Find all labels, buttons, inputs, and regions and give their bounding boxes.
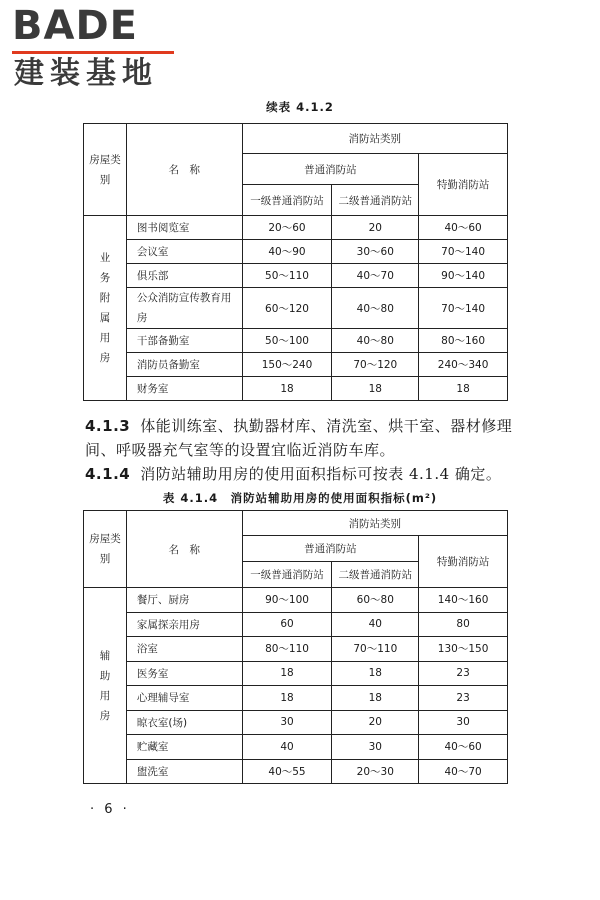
paragraph-4-1-3 [85, 414, 515, 462]
cell-level1: 60～120 [242, 288, 332, 329]
cell-level2: 18 [332, 661, 419, 686]
header-level2: 二级普通消防站 [332, 562, 419, 588]
cell-level2: 30～60 [332, 240, 419, 264]
cell-name: 家属探亲用房 [126, 612, 242, 637]
clause-number: 4.1.3 [85, 417, 131, 435]
header-normal: 普通消防站 [242, 154, 419, 185]
cell-level1: 60 [242, 612, 332, 637]
cell-special: 70～140 [419, 288, 508, 329]
cell-special: 30 [419, 710, 508, 735]
table1 [83, 123, 508, 401]
cell-level1: 30 [242, 710, 332, 735]
cell-level2: 20 [332, 710, 419, 735]
table2-caption: 表 4.1.4 消防站辅助用房的使用面积指标(m²) [162, 491, 438, 505]
cell-special: 40～60 [419, 216, 508, 240]
cell-level2: 40～80 [332, 329, 419, 353]
header-name: 名 称 [126, 511, 242, 588]
paragraph-4-1-4 [85, 462, 515, 486]
cell-name: 晾衣室(场) [126, 710, 242, 735]
cell-level1: 90～100 [242, 588, 332, 613]
header-category: 房屋类别 [84, 511, 127, 588]
cell-special: 80 [419, 612, 508, 637]
cell-level1: 50～110 [242, 264, 332, 288]
cell-special: 90～140 [419, 264, 508, 288]
logo [12, 4, 182, 104]
cell-special: 80～160 [419, 329, 508, 353]
cell-name: 俱乐部 [126, 264, 242, 288]
cell-name: 心理辅导室 [126, 686, 242, 711]
cell-level1: 18 [242, 377, 332, 401]
cell-name: 餐厅、厨房 [126, 588, 242, 613]
row-category: 辅助用房 [84, 588, 127, 784]
cell-name: 财务室 [126, 377, 242, 401]
cell-level2: 18 [332, 377, 419, 401]
header-name: 名 称 [126, 124, 242, 216]
cell-name: 浴室 [126, 637, 242, 662]
cell-level1: 40～55 [242, 759, 332, 784]
cell-name: 贮藏室 [126, 735, 242, 760]
header-level2: 二级普通消防站 [332, 185, 419, 216]
cell-special: 240～340 [419, 353, 508, 377]
cell-special: 140～160 [419, 588, 508, 613]
cell-level2: 30 [332, 735, 419, 760]
cell-special: 70～140 [419, 240, 508, 264]
cell-level2: 20 [332, 216, 419, 240]
table1-caption: 续表 4.1.2 [266, 100, 334, 114]
cell-level2: 20～30 [332, 759, 419, 784]
cell-special: 18 [419, 377, 508, 401]
cell-level2: 40～80 [332, 288, 419, 329]
cell-special: 23 [419, 686, 508, 711]
header-special: 特勤消防站 [419, 536, 508, 588]
cell-name: 图书阅览室 [126, 216, 242, 240]
cell-name: 会议室 [126, 240, 242, 264]
page-number: · 6 · [90, 802, 130, 817]
header-group: 消防站类别 [242, 511, 507, 536]
cell-name: 公众消防宣传教育用房 [126, 288, 242, 329]
clause-text: 体能训练室、执勤器材库、清洗室、烘干室、器材修理间、呼吸器充气室等的设置宜临近消防车库。 [85, 417, 513, 459]
logo-sub-text: 建装基地 [14, 56, 158, 91]
cell-level1: 18 [242, 686, 332, 711]
cell-level2: 60～80 [332, 588, 419, 613]
cell-level2: 18 [332, 686, 419, 711]
header-level1: 一级普通消防站 [242, 185, 332, 216]
header-normal: 普通消防站 [242, 536, 419, 562]
cell-level1: 150～240 [242, 353, 332, 377]
cell-level2: 40 [332, 612, 419, 637]
cell-special: 130～150 [419, 637, 508, 662]
row-category: 业务附属用房 [84, 216, 127, 401]
header-special: 特勤消防站 [419, 154, 508, 216]
clause-text: 消防站辅助用房的使用面积指标可按表 4.1.4 确定。 [140, 465, 502, 483]
cell-level2: 40～70 [332, 264, 419, 288]
header-category: 房屋类别 [84, 124, 127, 216]
cell-level2: 70～110 [332, 637, 419, 662]
cell-level1: 40 [242, 735, 332, 760]
cell-name: 干部备勤室 [126, 329, 242, 353]
cell-name: 消防员备勤室 [126, 353, 242, 377]
cell-level1: 40～90 [242, 240, 332, 264]
table2 [83, 510, 508, 784]
cell-special: 23 [419, 661, 508, 686]
cell-name: 盥洗室 [126, 759, 242, 784]
cell-level1: 20～60 [242, 216, 332, 240]
header-group: 消防站类别 [242, 124, 507, 154]
cell-special: 40～60 [419, 735, 508, 760]
clause-number: 4.1.4 [85, 465, 131, 483]
cell-level1: 50～100 [242, 329, 332, 353]
logo-underline [12, 51, 174, 54]
cell-level2: 70～120 [332, 353, 419, 377]
header-level1: 一级普通消防站 [242, 562, 332, 588]
cell-level1: 18 [242, 661, 332, 686]
cell-special: 40～70 [419, 759, 508, 784]
cell-level1: 80～110 [242, 637, 332, 662]
logo-main-text: BADE [12, 3, 138, 49]
cell-name: 医务室 [126, 661, 242, 686]
